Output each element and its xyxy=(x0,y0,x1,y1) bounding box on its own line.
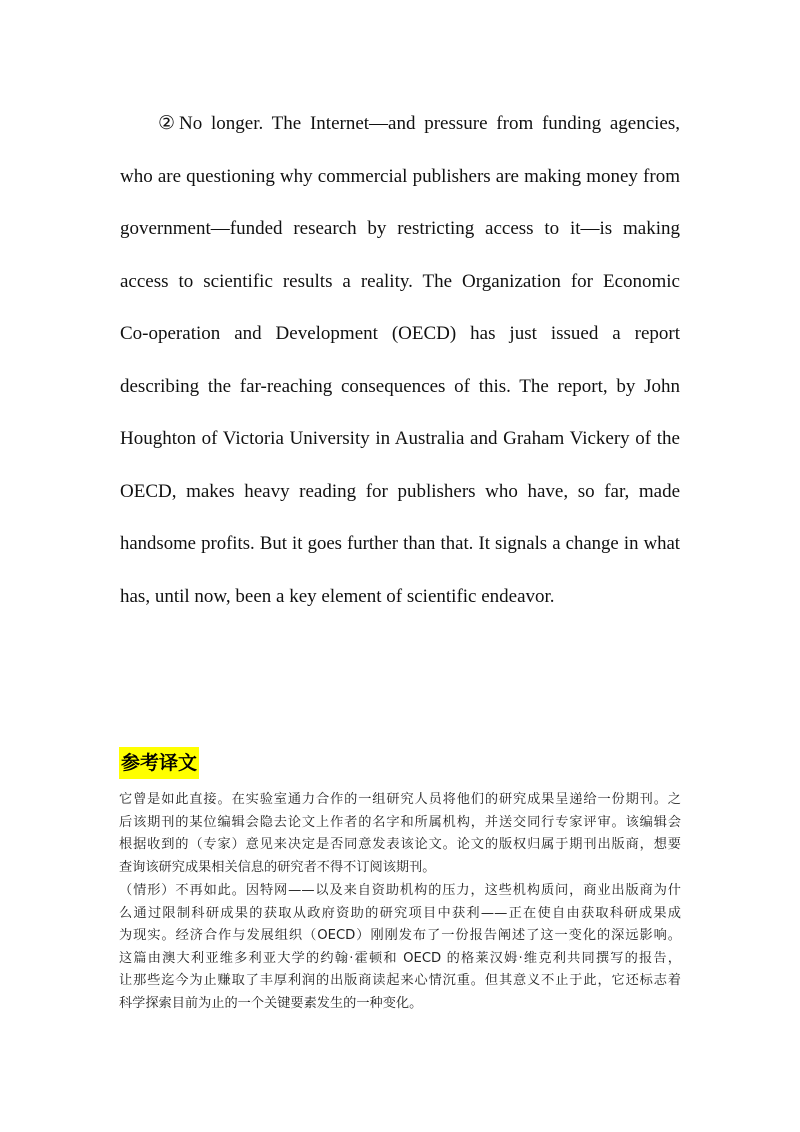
translation-paragraph-2 xyxy=(119,880,681,1016)
english-line: Houghton of Victoria University in Australia and Graham Vickery of the xyxy=(120,428,680,449)
english-line: government—funded research by restricting access to it—is making xyxy=(120,218,680,239)
translation-line: 让那些迄今为止赚取了丰厚利润的出版商读起来心情沉重。但其意义不止于此，它还标志着 xyxy=(119,973,681,989)
english-line: ②No longer. The Internet—and pressure from funding agencies, xyxy=(158,113,680,134)
english-line: access to scientific results a reality. The Organization for Economic xyxy=(120,270,680,292)
english-line: Co-operation and Development (OECD) has just issued a report xyxy=(120,323,680,344)
english-line: has, until now, been a key element of scientific endeavor. xyxy=(120,585,555,607)
translation-line: 查询该研究成果相关信息的研究者不得不订阅该期刊。 xyxy=(119,859,436,875)
translation-line: 科学探索目前为止的一个关键要素发生的一种变化。 xyxy=(119,995,423,1011)
translation-line: 根据收到的（专家）意见来决定是否同意发表该论文。论文的版权归属于期刊出版商，想要 xyxy=(119,837,681,853)
translation-line: 它曾是如此直接。在实验室通力合作的一组研究人员将他们的研究成果呈递给一份期刊。之 xyxy=(119,792,681,807)
reference-translation-title: 参考译文 xyxy=(119,747,199,779)
english-line: who are questioning why commercial publishers are making money from xyxy=(120,165,680,187)
translation-line: 后该期刊的某位编辑会隐去论文上作者的名字和所属机构，并送交同行专家评审。该编辑会 xyxy=(119,814,681,830)
english-line: OECD, makes heavy reading for publishers who have, so far, made xyxy=(120,480,680,502)
translation-paragraph-1 xyxy=(119,789,681,879)
translation-line: 这篇由澳大利亚维多利亚大学的约翰·霍顿和 OECD 的格莱汉姆·维克利共同撰写的报告， xyxy=(119,950,681,966)
english-line: describing the far-reaching consequences of this. The report, by John xyxy=(120,375,680,397)
translation-line: 为现实。经济合作与发展组织（OECD）刚刚发布了一份报告阐述了这一变化的深远影响。 xyxy=(119,928,681,944)
english-line: handsome profits. But it goes further than that. It signals a change in what xyxy=(120,533,680,554)
english-paragraph xyxy=(120,98,680,623)
translation-line: （情形）不再如此。因特网——以及来自资助机构的压力，这些机构质问，商业出版商为什 xyxy=(119,883,681,898)
translation-line: 么通过限制科研成果的获取从政府资助的研究项目中获利——正在使自由获取科研成果成 xyxy=(119,905,681,921)
